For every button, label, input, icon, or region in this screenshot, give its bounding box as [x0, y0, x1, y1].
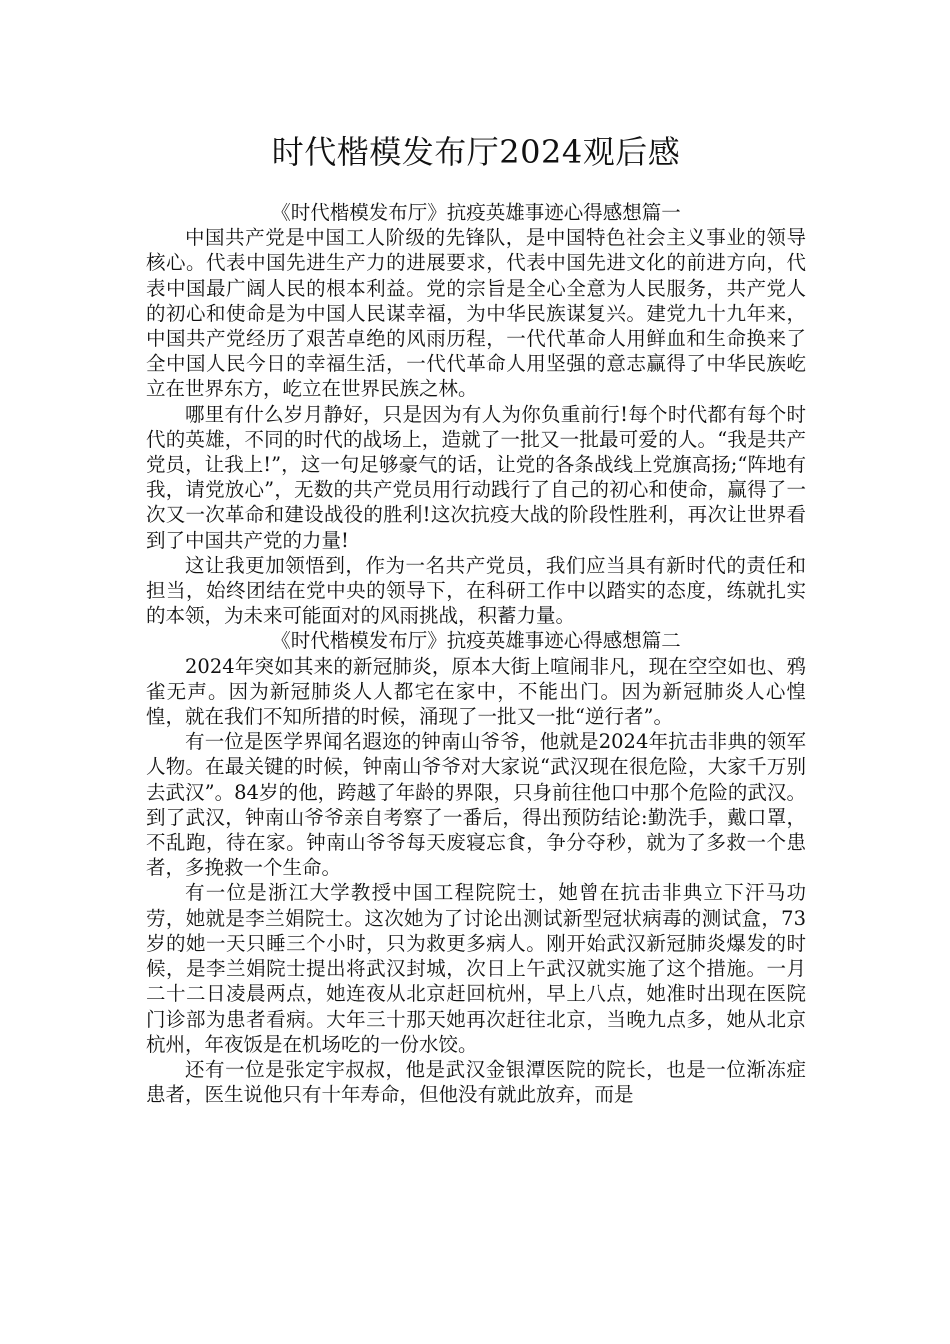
document-page	[146, 0, 806, 1107]
paragraph: 还有一位是张定宇叔叔，他是武汉金银潭医院的院长，也是一位渐冻症患者，医生说他只有十年寿命，但他没有就此放弃，而是	[146, 1057, 806, 1107]
section-heading-2: 《时代楷模发布厅》抗疫英雄事迹心得感想篇二	[271, 629, 681, 653]
paragraph: 有一位是医学界闻名遐迩的钟南山爷爷，他就是2024年抗击非典的领军人物。在最关键的时候，钟南山爷爷对大家说“武汉现在很危险，大家千万别去武汉”。84岁的他，跨越了年龄的界限，只身前往他口中那个危险的武汉。到了武汉，钟南山爷爷亲自考察了一番后，得出预防结论:勤洗手，戴口罩，不乱跑，待在家。钟南山爷爷每天废寝忘食，争分夺秒，就为了多救一个患者，多挽救一个生命。	[146, 730, 806, 880]
paragraph: 中国共产党是中国工人阶级的先锋队，是中国特色社会主义事业的领导核心。代表中国先进生产力的进展要求，代表中国先进文化的前进方向，代表中国最广阔人民的根本利益。党的宗旨是全心全意为人民服务，共产党人的初心和使命是为中国人民谋幸福，为中华民族谋复兴。建党九十九年来，中国共产党经历了艰苦卓绝的风雨历程，一代代革命人用鲜血和生命换来了全中国人民今日的幸福生活，一代代革命人用坚强的意志赢得了中华民族屹立在世界东方，屹立在世界民族之林。	[146, 226, 806, 401]
document-body	[146, 200, 806, 1107]
document-title: 时代楷模发布厅2024观后感	[271, 133, 681, 171]
paragraph: 2024年突如其来的新冠肺炎，原本大街上喧闹非凡，现在空空如也、鸦雀无声。因为新冠肺炎人人都宅在家中，不能出门。因为新冠肺炎人心惶惶，就在我们不知所措的时候，涌现了一批又一批“逆行者”。	[146, 654, 806, 729]
paragraph: 哪里有什么岁月静好，只是因为有人为你负重前行!每个时代都有每个时代的英雄，不同的时代的战场上，造就了一批又一批最可爱的人。“我是共产党员，让我上!”，这一句足够豪气的话，让党的各条战线上党旗高扬;“阵地有我，请党放心”，无数的共产党员用行动践行了自己的初心和使命，赢得了一次又一次革命和建设战役的胜利!这次抗疫大战的阶段性胜利，再次让世界看到了中国共产党的力量!	[146, 402, 806, 552]
section-heading-1: 《时代楷模发布厅》抗疫英雄事迹心得感想篇一	[271, 201, 681, 224]
paragraph: 有一位是浙江大学教授中国工程院院士，她曾在抗击非典立下汗马功劳，她就是李兰娟院士。这次她为了讨论出测试新型冠状病毒的测试盒，73岁的她一天只睡三个小时，只为救更多病人。刚开始武汉新冠肺炎爆发的时候，是李兰娟院士提出将武汉封城，次日上午武汉就实施了这个措施。一月二十二日凌晨两点，她连夜从北京赶回杭州，早上八点，她准时出现在医院门诊部为患者看病。大年三十那天她再次赶往北京，当晚九点多，她从北京杭州，年夜饭是在机场吃的一份水饺。	[146, 881, 806, 1056]
paragraph: 这让我更加领悟到，作为一名共产党员，我们应当具有新时代的责任和担当，始终团结在党中央的领导下，在科研工作中以踏实的态度，练就扎实的本领，为未来可能面对的风雨挑战，积蓄力量。	[146, 553, 806, 628]
